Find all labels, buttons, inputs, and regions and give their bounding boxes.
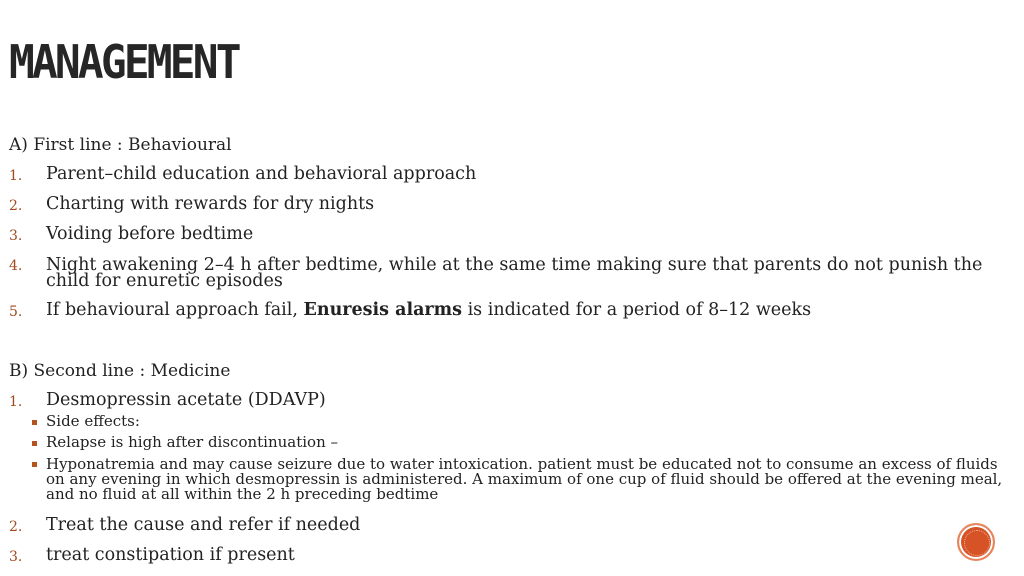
list-item	[46, 300, 811, 320]
square-bullet-icon	[32, 462, 37, 467]
sub-bullet-item: Hyponatremia and may cause seizure due to water intoxication. patient must be educated not to consume an excess of fluids on any evening in which desmopressin is administered. A maximum of one cup of fluid should be offered at the evening meal, and no fluid at all within the 2 h preceding bedtime	[46, 455, 1003, 503]
list-number: 3.	[9, 228, 23, 244]
list-item: Desmopressin acetate (DDAVP)	[46, 390, 326, 410]
list-number: 1.	[9, 394, 23, 410]
section-b-heading: B) Second line : Medicine	[9, 361, 231, 381]
list-number: 2.	[9, 519, 23, 535]
section-a-heading: A) First line : Behavioural	[9, 135, 232, 155]
square-bullet-icon	[32, 420, 37, 425]
list-item: Treat the cause and refer if needed	[46, 515, 361, 535]
list-number: 1.	[9, 168, 23, 184]
list-item: Charting with rewards for dry nights	[46, 194, 375, 214]
list-item: Voiding before bedtime	[46, 224, 254, 244]
list-number: 5.	[9, 304, 23, 320]
slide-title: MANAGEMENT	[9, 35, 239, 89]
list-item: Parent–child education and behavioral approach	[46, 164, 477, 184]
square-bullet-icon	[32, 441, 37, 446]
list-item: Night awakening 2–4 h after bedtime, while at the same time making sure that parents do not punish the child for enuretic episodes	[46, 255, 983, 291]
sub-bullet-item: Relapse is high after discontinuation –	[46, 433, 339, 451]
list-number: 4.	[9, 258, 23, 274]
list-item-text: is indicated for a period of 8–12 weeks	[462, 300, 812, 320]
enuresis-alarms-emphasis: Enuresis alarms	[303, 300, 463, 320]
list-number: 2.	[9, 198, 23, 214]
list-number: 3.	[9, 549, 23, 565]
badge-ring	[964, 530, 990, 556]
slide-badge-icon	[957, 523, 995, 561]
list-item-text: If behavioural approach fail,	[46, 300, 304, 320]
list-item: treat constipation if present	[46, 545, 295, 565]
sub-bullet-item: Side effects:	[46, 412, 140, 430]
